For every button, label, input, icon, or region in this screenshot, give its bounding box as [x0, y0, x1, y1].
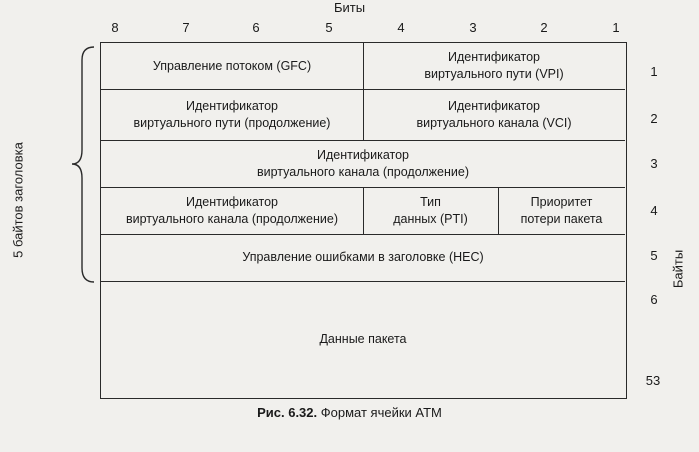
cell-vci-cont2-line1: Идентификатор: [185, 194, 278, 209]
figure-caption: [0, 405, 699, 420]
cell-pti-line2: данных (PTI): [393, 211, 468, 226]
cell-clp-line1: Приоритет: [530, 194, 593, 209]
bytes-axis-label: Байты: [670, 249, 686, 289]
cell-clp-line2: потери пакета: [520, 211, 603, 226]
bit-number-4: 4: [397, 20, 405, 35]
cell-vpi-cont-line2: виртуального пути (продолжение): [133, 115, 331, 130]
cell-vpi-continued: [101, 89, 363, 140]
cell-hec: [101, 234, 625, 281]
cell-vpi-line2: виртуального пути (VPI): [424, 67, 564, 81]
header-brace: [70, 46, 100, 286]
byte-number-2: 2: [650, 111, 658, 126]
byte-number-53: 53: [645, 373, 661, 388]
bit-number-8: 8: [111, 20, 119, 35]
cell-gfc-text: Управление потоком (GFC): [152, 58, 312, 73]
caption-text: Формат ячейки ATM: [320, 405, 442, 420]
bit-number-3: 3: [469, 20, 477, 35]
cell-vci-cont-line2: виртуального канала (продолжение): [256, 164, 469, 179]
bit-number-1: 1: [612, 20, 620, 35]
cell-vci-cont2-line2: виртуального канала (продолжение): [125, 211, 338, 226]
cell-payload-text: Данные пакета: [319, 331, 407, 346]
cell-pti: [363, 187, 498, 234]
byte-number-3: 3: [650, 156, 658, 171]
cell-payload: [101, 281, 625, 397]
byte-number-6: 6: [650, 292, 658, 307]
bits-title: Биты: [334, 0, 366, 15]
cell-vpi: [363, 43, 625, 89]
cell-vci-cont-line1: Идентификатор: [316, 147, 409, 162]
cell-vci: [363, 89, 625, 140]
cell-clp: [498, 187, 625, 234]
cell-vpi-cont-line1: Идентификатор: [185, 98, 279, 113]
byte-number-1: 1: [650, 64, 658, 79]
byte-number-5: 5: [650, 248, 658, 263]
cell-pti-line1: Тип: [420, 194, 441, 209]
atm-cell-table: [100, 42, 627, 399]
bit-number-2: 2: [540, 20, 548, 35]
header-bytes-label: 5 байтов заголовка: [10, 142, 26, 258]
cell-vci-continued: [101, 140, 625, 187]
byte-number-4: 4: [650, 203, 658, 218]
bit-number-6: 6: [252, 20, 260, 35]
cell-vci-line2: виртуального канала (VCI): [416, 115, 572, 130]
bit-number-7: 7: [182, 20, 190, 35]
cell-vci-continued-2: [101, 187, 363, 234]
cell-gfc: [101, 43, 363, 89]
cell-vpi-line1: Идентификатор: [447, 50, 541, 64]
cell-vci-line1: Идентификатор: [447, 98, 541, 113]
caption-prefix: Рис. 6.32.: [257, 405, 318, 420]
cell-hec-text: Управление ошибками в заголовке (HEC): [242, 250, 484, 264]
bit-number-5: 5: [325, 20, 333, 35]
